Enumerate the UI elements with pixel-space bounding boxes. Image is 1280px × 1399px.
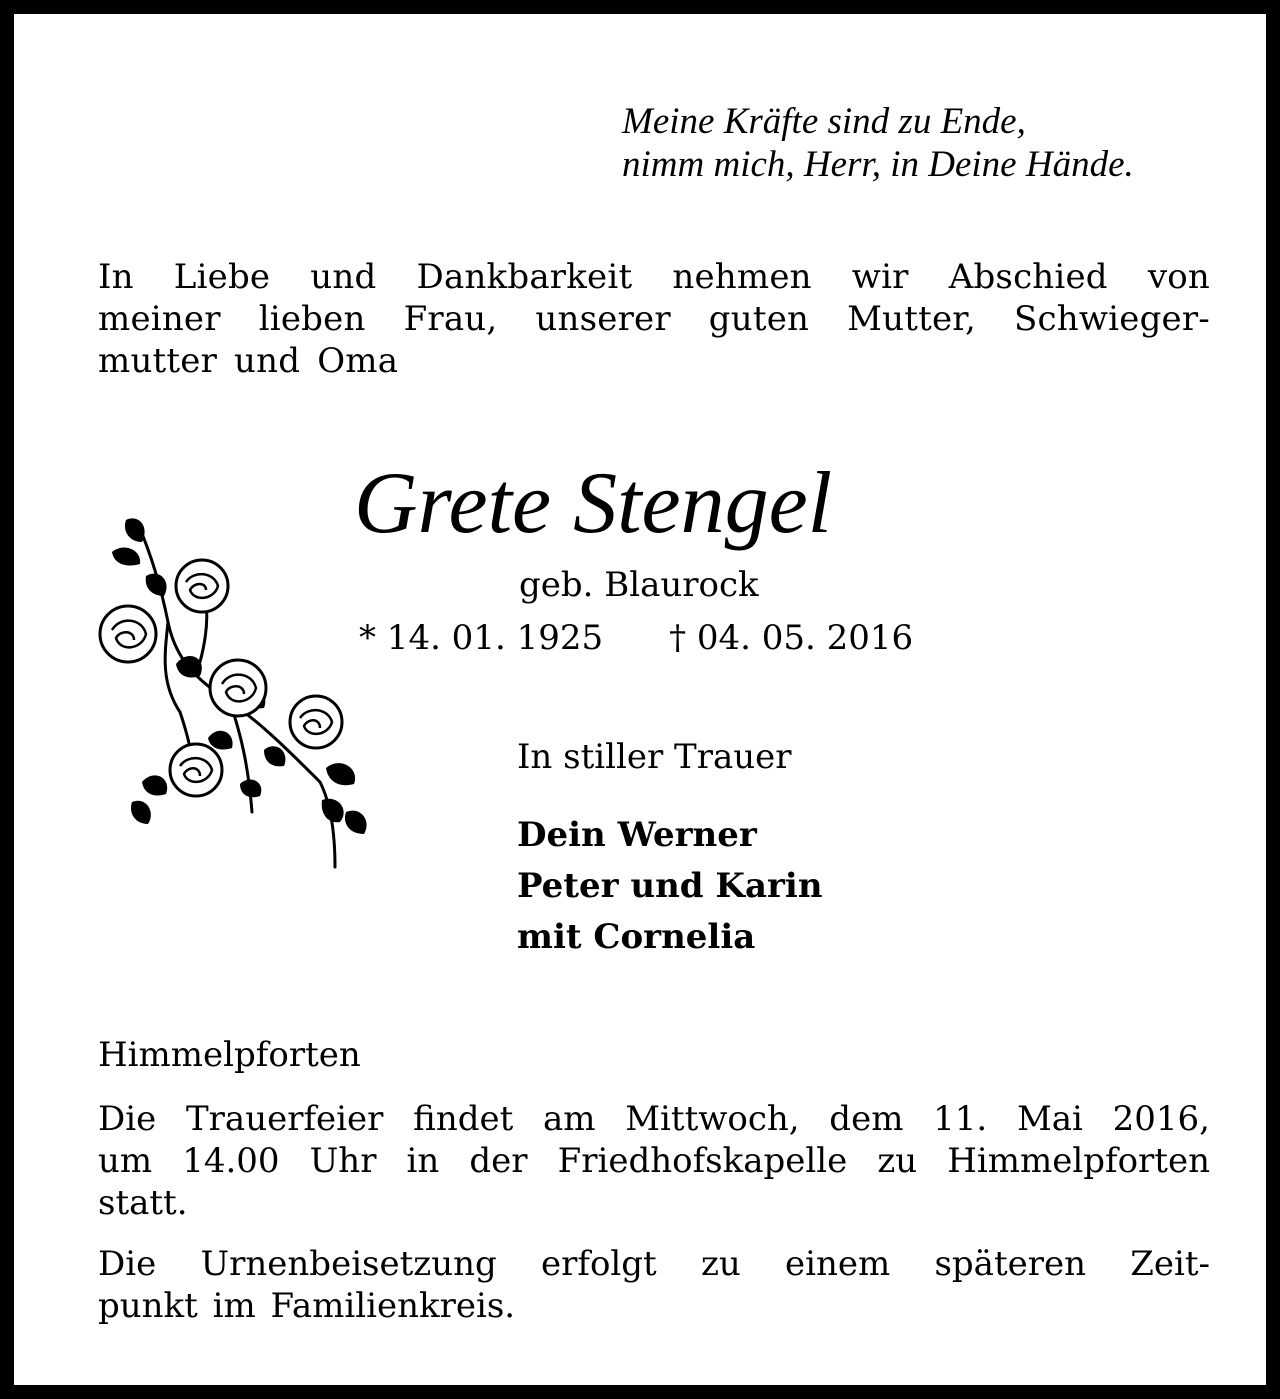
ceremony-paragraph: [98, 1098, 1210, 1224]
mourner-name: Dein Werner: [517, 815, 757, 855]
ceremony-line-1: Die Trauerfeier findet am Mittwoch, dem 11. Mai 2016,: [98, 1099, 1210, 1139]
intro-line-3: mutter und Oma: [98, 341, 399, 381]
mourner-name: Peter und Karin: [517, 866, 823, 906]
birth-name: geb. Blaurock: [519, 565, 759, 605]
life-dates: [359, 617, 913, 659]
burial-line-1: Die Urnenbeisetzung erfolgt zu einem späteren Zeit-: [98, 1244, 1210, 1284]
mourners-list: [517, 810, 823, 963]
ceremony-line-3: statt.: [98, 1183, 188, 1223]
burial-line-2: punkt im Familienkreis.: [98, 1286, 516, 1326]
intro-line-2: meiner lieben Frau, unserer guten Mutter, Schwieger-: [98, 299, 1210, 339]
death-date: † 04. 05. 2016: [669, 618, 914, 658]
intro-line-1: In Liebe und Dankbarkeit nehmen wir Abschied von: [98, 257, 1210, 297]
mourning-phrase: In stiller Trauer: [517, 737, 792, 777]
burial-paragraph: [98, 1243, 1210, 1327]
birth-date: * 14. 01. 1925: [359, 618, 604, 658]
motto-line-1: Meine Kräfte sind zu Ende,: [622, 101, 1026, 142]
roses-icon: [90, 512, 380, 872]
deceased-name: Grete Stengel: [354, 455, 833, 552]
motto-line-2: nimm mich, Herr, in Deine Hände.: [622, 144, 1134, 185]
intro-paragraph: [98, 256, 1210, 382]
mourner-name: mit Cornelia: [517, 917, 756, 957]
location: Himmelpforten: [98, 1035, 361, 1075]
ceremony-line-2: um 14.00 Uhr in der Friedhofskapelle zu Himmelpforten: [98, 1141, 1210, 1181]
motto-verse: [622, 100, 1242, 186]
